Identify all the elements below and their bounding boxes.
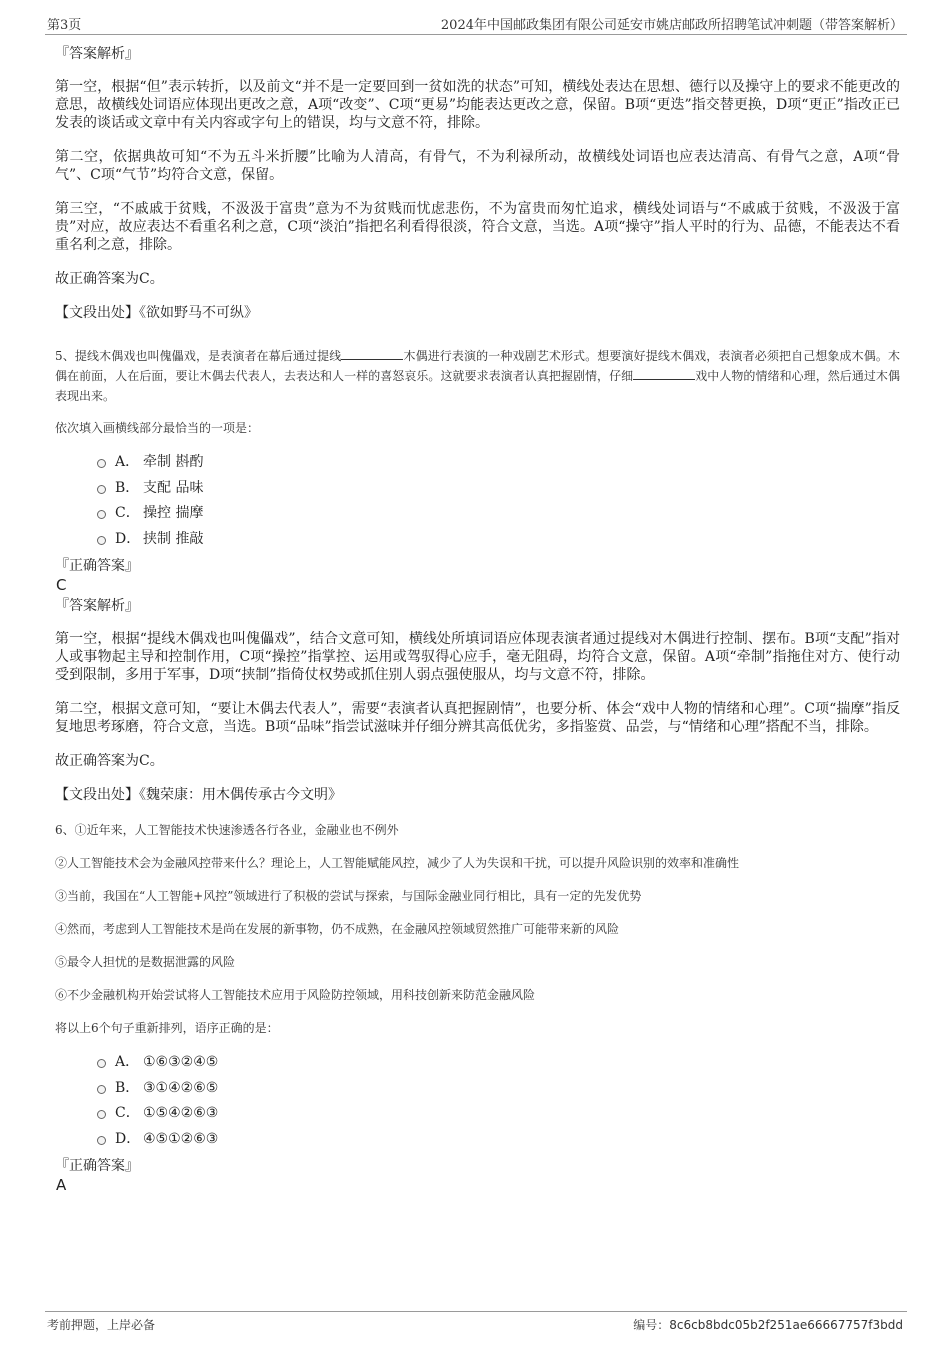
- option-b[interactable]: B． 支配 品味: [55, 476, 900, 502]
- page-content: [55, 44, 900, 1194]
- sentence-6: ⑥不少金融机构开始尝试将人工智能技术应用于风险防控领域，用科技创新来防范金融风险: [55, 988, 536, 1002]
- sentence-1: 6、①近年来，人工智能技术快速渗透各行各业，金融业也不例外: [55, 823, 399, 837]
- fill-blank: [633, 366, 695, 380]
- footer-slogan: 考前押题，上岸必备: [47, 1318, 156, 1332]
- option-b[interactable]: B． ③①④②⑥⑤: [55, 1076, 900, 1102]
- fill-blank: [341, 346, 403, 360]
- radio-icon[interactable]: [97, 1110, 106, 1119]
- correct-answer: A: [56, 1176, 67, 1194]
- correct-answer-label: 『正确答案』: [55, 558, 139, 574]
- document-code: 编号：8c6cb8bdc05b2f251ae66667757f3bdd: [633, 1318, 903, 1332]
- option-a[interactable]: A． 牵制 斟酌: [55, 450, 900, 476]
- question-6: [55, 820, 900, 1194]
- question-stem: 5、提线木偶戏也叫傀儡戏，是表演者在幕后通过提线 木偶进行表演的一种戏剧艺术形式。想要演好提线木偶戏，表演者必须把自己想象成木偶。木偶在前面，人在后面，要让木偶去代表人，去表达和人一样的喜怒哀乐。这就要求表演者认真把握剧情，仔细 戏中人物的情绪和心理，然后通过木偶表现出来。: [55, 346, 900, 406]
- radio-icon[interactable]: [97, 510, 106, 519]
- question-5: [55, 346, 900, 804]
- question-prompt: 将以上6个句子重新排列，语序正确的是：: [55, 1021, 279, 1035]
- option-a[interactable]: A． ①⑥③②④⑤: [55, 1050, 900, 1076]
- q4-analysis: [55, 44, 900, 322]
- option-c[interactable]: C． ①⑤④②⑥③: [55, 1101, 900, 1127]
- option-list: [55, 1050, 900, 1152]
- analysis-paragraph: 第三空，“不戚戚于贫贱，不汲汲于富贵”意为不为贫贱而忧虑悲伤，不为富贵而匆忙追求，横线处词语与“不戚戚于贫贱，不汲汲于富贵”对应，故应表达不看重名利之意，C项“淡泊”指把名利看得很淡，符合文意，当选。A项“操守”指人平时的行为、品德，不能表达不看重名利之意，排除。: [55, 201, 900, 253]
- question-prompt: 依次填入画横线部分最恰当的一项是：: [55, 421, 260, 435]
- radio-icon[interactable]: [97, 1059, 106, 1068]
- analysis-label: 『答案解析』: [55, 598, 139, 614]
- page-number: 第3页: [47, 18, 82, 33]
- answer-conclusion: 故正确答案为C。: [55, 753, 164, 769]
- analysis-paragraph: 第二空，根据文意可知，“要让木偶去代表人”，需要“表演者认真把握剧情”，也要分析、体会“戏中人物的情绪和心理”。C项“揣摩”指反复地思考琢磨，符合文意，当选。B项“品味”指尝试滋味并仔细分辨其高低优劣，多指鉴赏、品尝，与“情绪和心理”搭配不当，排除。: [55, 701, 900, 735]
- analysis-paragraph: 第一空，根据“但”表示转折，以及前文“并不是一定要回到一贫如洗的状态”可知，横线处表达在思想、德行以及操守上的要求不能更改的意思，故横线处词语应体现出更改之意，A项“改变”、C项“更易”均能表达更改之意，保留。B项“更迭”指交替更换，D项“更正”指改正已发表的谈话或文章中有关内容或字句上的错误，均与文意不符，排除。: [55, 79, 900, 131]
- option-c[interactable]: C． 操控 揣摩: [55, 501, 900, 527]
- sentence-3: ③当前，我国在“人工智能+风控”领域进行了积极的尝试与探索，与国际金融业同行相比，具有一定的先发优势: [55, 889, 642, 903]
- radio-icon[interactable]: [97, 1136, 106, 1145]
- correct-answer-label: 『正确答案』: [55, 1158, 139, 1174]
- text-source: 【文段出处】《魏荣康：用木偶传承古今文明》: [55, 787, 342, 803]
- radio-icon[interactable]: [97, 536, 106, 545]
- sentence-5: ⑤最令人担忧的是数据泄露的风险: [55, 955, 236, 969]
- answer-conclusion: 故正确答案为C。: [55, 271, 164, 287]
- page-header: [45, 12, 907, 35]
- analysis-paragraph: 第一空，根据“提线木偶戏也叫傀儡戏”，结合文意可知，横线处所填词语应体现表演者通过提线对木偶进行控制、摆布。B项“支配”指对人或事物起主导和控制作用，C项“操控”指掌控、运用或驾驭得心应手，毫无阻碍，均符合文意，保留。A项“牵制”指拖住对方、使行动受到限制，多用于军事，D项“挟制”指倚仗权势或抓住别人弱点强使服从，均与文意不符，排除。: [55, 631, 900, 683]
- document-title: 2024年中国邮政集团有限公司延安市姚店邮政所招聘笔试冲刺题（带答案解析）: [440, 18, 903, 33]
- analysis-label: 『答案解析』: [55, 46, 139, 62]
- option-list: [55, 450, 900, 552]
- sentence-2: ②人工智能技术会为金融风控带来什么？理论上，人工智能赋能风控，减少了人为失误和干扰，可以提升风险识别的效率和准确性: [55, 856, 740, 870]
- radio-icon[interactable]: [97, 485, 106, 494]
- sentence-4: ④然而，考虑到人工智能技术是尚在发展的新事物，仍不成熟，在金融风控领域贸然推广可能带来新的风险: [55, 922, 620, 936]
- option-d[interactable]: D． ④⑤①②⑥③: [55, 1127, 900, 1153]
- radio-icon[interactable]: [97, 1085, 106, 1094]
- analysis-paragraph: 第二空，依据典故可知“不为五斗米折腰”比喻为人清高，有骨气，不为利禄所动，故横线处词语也应表达清高、有骨气之意，A项“骨气”、C项“气节”均符合文意，保留。: [55, 149, 900, 183]
- correct-answer: C: [56, 576, 67, 594]
- page-footer: [45, 1311, 907, 1342]
- option-d[interactable]: D． 挟制 推敲: [55, 527, 900, 553]
- radio-icon[interactable]: [97, 459, 106, 468]
- text-source: 【文段出处】《欲如野马不可纵》: [55, 305, 258, 321]
